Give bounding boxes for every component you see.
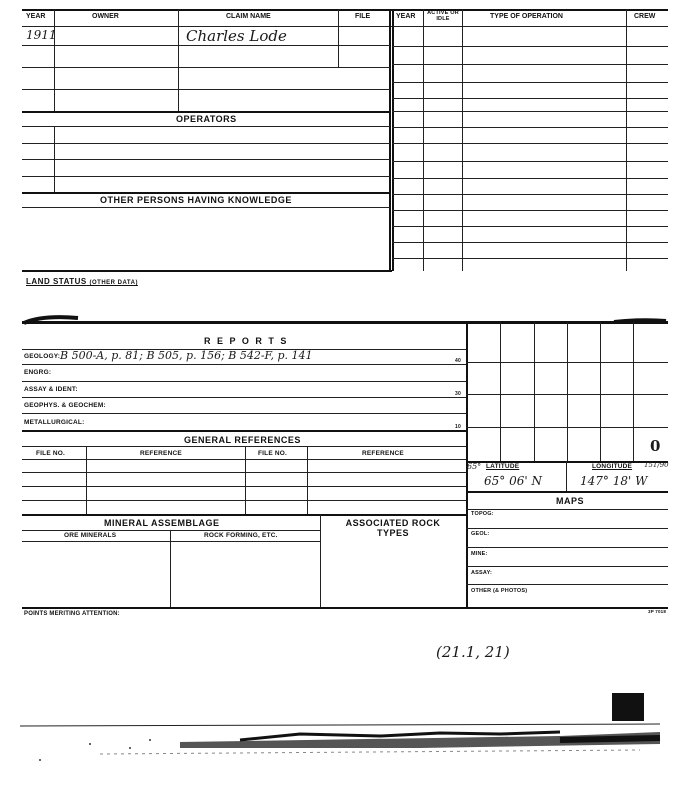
header-type-of-operation: TYPE OF OPERATION	[490, 13, 563, 20]
header-file: FILE	[355, 13, 371, 20]
form-number: 3P 7018	[648, 609, 667, 614]
ore-minerals-header: ORE MINERALS	[64, 532, 117, 539]
mineral-assemblage-heading: MINERAL ASSEMBLAGE	[104, 518, 220, 528]
refs-reference-2: REFERENCE	[362, 450, 404, 457]
points-meriting-attention: POINTS MERITING ATTENTION:	[24, 611, 120, 617]
assay-number: 30	[455, 391, 461, 397]
handwritten-note: (21.1, 21)	[436, 643, 510, 661]
operators-heading: OPERATORS	[176, 114, 237, 124]
maps-other: OTHER (& PHOTOS)	[471, 588, 528, 594]
header-claim-name: CLAIM NAME	[226, 13, 271, 20]
metallurgical-number: 10	[455, 424, 461, 430]
entry-claim-name: Charles Lode	[186, 27, 287, 45]
geophys-label: GEOPHYS. & GEOCHEM:	[24, 402, 106, 409]
maps-assay: ASSAY:	[471, 570, 493, 576]
assay-ident-label: ASSAY & IDENT:	[24, 386, 78, 393]
header-owner: OWNER	[92, 13, 119, 20]
maps-geol: GEOL:	[471, 531, 490, 537]
header-crew: CREW	[634, 13, 656, 20]
header-active-or-idle: ACTIVE OR IDLE	[427, 10, 459, 22]
longitude-value: 147° 18' W	[580, 474, 648, 488]
reports-heading: R E P O R T S	[204, 336, 289, 346]
header-year-2: YEAR	[396, 13, 416, 20]
scan-noise-band	[0, 718, 678, 778]
refs-file-no-2: FILE NO.	[258, 450, 288, 457]
land-status-label: LAND STATUS	[26, 277, 87, 286]
geology-value: B 500-A, p. 81; B 505, p. 156; B 542-F, p. 141	[60, 349, 313, 362]
associated-rock-types-heading: ASSOCIATED ROCK TYPES	[345, 518, 441, 538]
pen-stroke-left	[22, 312, 82, 326]
geology-number: 40	[455, 358, 461, 364]
maps-topog: TOPOG:	[471, 511, 494, 517]
circle-mark: 0	[650, 437, 661, 455]
land-status-sublabel: (OTHER DATA)	[89, 280, 138, 286]
refs-reference-1: REFERENCE	[140, 450, 182, 457]
header-year: YEAR	[26, 13, 46, 20]
other-persons-heading: OTHER PERSONS HAVING KNOWLEDGE	[100, 195, 292, 205]
longitude-mark: 151/90	[644, 461, 669, 469]
latitude-label: LATITUDE	[486, 463, 520, 470]
maps-heading: MAPS	[556, 496, 585, 506]
grid-mark: 65°	[467, 462, 482, 471]
engrg-label: ENGRG:	[24, 369, 52, 376]
longitude-label: LONGITUDE	[592, 463, 633, 470]
metallurgical-label: METALLURGICAL:	[24, 419, 85, 426]
land-status-heading	[26, 277, 138, 286]
refs-file-no-1: FILE NO.	[36, 450, 66, 457]
scan-black-block	[612, 693, 644, 721]
rock-forming-header: ROCK FORMING, ETC.	[204, 532, 278, 539]
geology-label: GEOLOGY:	[24, 353, 61, 360]
entry-year: 1911	[26, 28, 57, 42]
maps-mine: MINE:	[471, 551, 488, 557]
general-references-heading: GENERAL REFERENCES	[184, 435, 301, 445]
latitude-value: 65° 06' N	[484, 474, 542, 488]
pen-stroke-right	[612, 316, 668, 326]
